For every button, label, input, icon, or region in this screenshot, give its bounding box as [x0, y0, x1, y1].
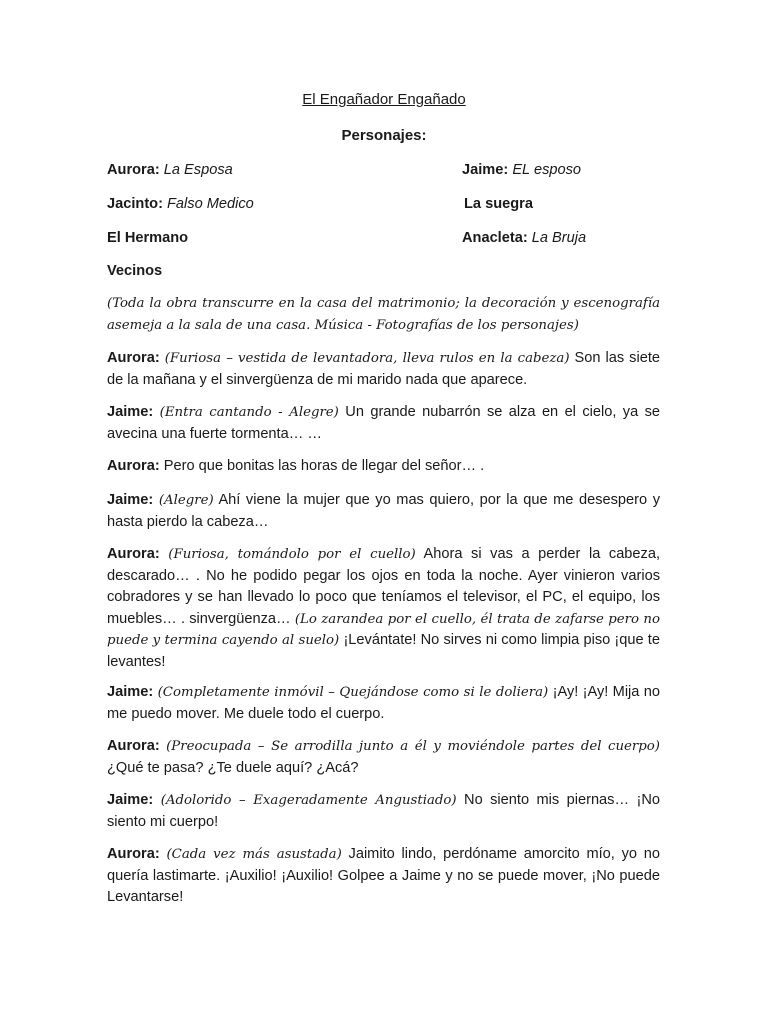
dialogue-text: ¡Ay! ¡Ay! Mija no me puedo mover. Me duele todo el cuerpo. [107, 684, 660, 722]
dialogue-line [107, 348, 660, 391]
cast-name: El Hermano [107, 230, 189, 246]
stage-direction: (Completamente inmóvil – Quejándose como si le doliera) [157, 685, 549, 700]
stage-direction: (Preocupada – Se arrodilla junto a él y moviéndole partes del cuerpo) [166, 739, 660, 754]
stage-direction: (Lo zarandea por el cuello, él trata de zafarse pero no puede y termina cayendo al suelo) [107, 611, 660, 648]
stage-direction: (Alegre) [158, 493, 214, 508]
cast-entry [107, 263, 162, 279]
dialogue-line [107, 544, 660, 673]
dialogue-text: Ahí viene la mujer que yo mas quiero, por la que me desespero y hasta pierdo la cabeza… [107, 492, 660, 530]
dialogue-line [107, 736, 660, 779]
dialogue-line [107, 402, 660, 445]
speaker-name: Aurora: [107, 546, 160, 562]
dialogue-text: Un grande nubarrón se alza en el cielo, ya se avecina una fuerte tormenta… … [107, 404, 661, 442]
cast-entry [464, 196, 533, 212]
speaker-name: Jaime: [107, 492, 154, 508]
dialogue-line [107, 456, 660, 478]
cast-name: Jaime: [462, 162, 509, 178]
speaker-name: Jaime: [107, 792, 154, 808]
cast-entry [107, 162, 233, 178]
speaker-name: Jaime: [107, 684, 154, 700]
dialogue-text: ¡Levántate! No sirves ni como limpia piso ¡que te levantes! [107, 632, 660, 670]
cast-role: La Esposa [163, 162, 233, 178]
cast-heading: Personajes: [341, 127, 427, 144]
stage-direction: (Furiosa – vestida de levantadora, lleva rulos en la cabeza) [164, 351, 570, 366]
cast-name: La suegra [464, 196, 533, 212]
cast-entry [462, 230, 586, 246]
dialogue-text: Pero que bonitas las horas de llegar del señor… . [163, 458, 485, 474]
speaker-name: Aurora: [107, 458, 160, 474]
dialogue-line [107, 790, 660, 833]
stage-direction: (Entra cantando - Alegre) [159, 405, 339, 420]
cast-entry [107, 196, 254, 212]
stage-direction: (Cada vez más asustada) [166, 847, 342, 862]
dialogue-text: No siento mis piernas… ¡No siento mi cuerpo! [107, 792, 661, 830]
dialogue-line [107, 844, 660, 909]
speaker-name: Jaime: [107, 404, 154, 420]
cast-role: EL esposo [512, 162, 582, 178]
speaker-name: Aurora: [107, 738, 160, 754]
cast-name: Anacleta: [462, 230, 528, 246]
cast-entry [462, 162, 581, 178]
cast-name: Aurora: [107, 162, 160, 178]
dialogue-text: Jaimito lindo, perdóname amorcito mío, yo no quería lastimarte. ¡Auxilio! ¡Auxilio! Golpee a Jaime y no se puede mover, ¡No puede Levantarse! [107, 846, 660, 905]
document-title: El Engañador Engañado [302, 91, 466, 108]
cast-role: Falso Medico [167, 196, 254, 212]
speaker-name: Aurora: [107, 350, 160, 366]
dialogue-text: Ahora si vas a perder la cabeza, descarado… . No he podido pegar los ojos en toda la noche. Ayer vinieron varios cobradores y se han llevado lo poco que teníamos el televisor, el PC, el equipo, los muebles… . sinvergüenza… [107, 546, 661, 627]
stage-direction: (Furiosa, tomándolo por el cuello) [168, 547, 416, 562]
dialogue-line [107, 490, 660, 533]
cast-name: Jacinto: [107, 196, 163, 212]
dialogue-text: Son las siete de la mañana y el sinvergüenza de mi marido nada que aparece. [107, 350, 660, 388]
dialogue-line [107, 682, 660, 725]
cast-role: La Bruja [531, 230, 587, 246]
intro-stage-direction: (Toda la obra transcurre en la casa del matrimonio; la decoración y escenografía asemeja a la sala de una casa. Música - Fotografías de los personajes) [107, 296, 660, 333]
cast-name: Vecinos [107, 263, 163, 279]
cast-entry [107, 230, 188, 246]
dialogue-text: ¿Qué te pasa? ¿Te duele aquí? ¿Acá? [107, 759, 359, 776]
speaker-name: Aurora: [107, 846, 160, 862]
stage-direction: (Adolorido – Exageradamente Angustiado) [160, 793, 457, 808]
